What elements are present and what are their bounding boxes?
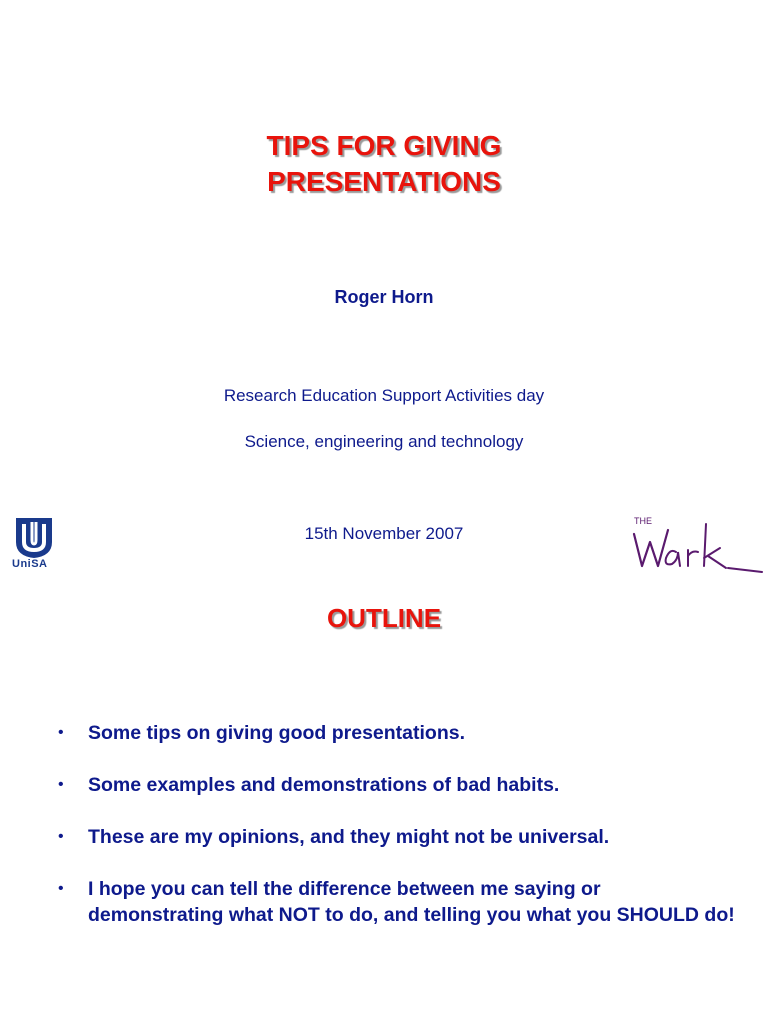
list-item	[58, 824, 738, 850]
bullet-text: These are my opinions, and they might not be universal.	[88, 826, 610, 848]
bullet-icon: •	[58, 828, 64, 845]
bullet-text: Some tips on giving good presentations.	[88, 722, 466, 744]
bullet-text: I hope you can tell the difference between me saying or demonstrating what NOT to do, and telling you what you SHOULD do!	[88, 878, 735, 926]
list-item	[58, 876, 738, 928]
title-line-1: TIPS FOR GIVING	[266, 130, 502, 161]
presentation-date: 15th November 2007	[304, 524, 464, 543]
author-name: Roger Horn	[334, 287, 434, 307]
wark-logo-small-text: THE	[634, 516, 652, 526]
outline-heading: OUTLINE	[326, 603, 442, 633]
list-item	[58, 772, 738, 798]
bullet-icon: •	[58, 724, 64, 741]
bullet-text: Some examples and demonstrations of bad habits.	[88, 774, 560, 796]
title-line-2: PRESENTATIONS	[267, 166, 501, 197]
list-item	[58, 720, 738, 746]
the-wark-logo-icon	[630, 514, 764, 576]
slide-title	[0, 128, 768, 200]
event-name: Research Education Support Activities day	[223, 386, 545, 405]
bullet-icon: •	[58, 880, 64, 897]
unisa-logo-text: UniSA	[12, 558, 48, 570]
outline-bullet-list	[58, 720, 738, 954]
division-name: Science, engineering and technology	[244, 432, 524, 451]
bullet-icon: •	[58, 776, 64, 793]
